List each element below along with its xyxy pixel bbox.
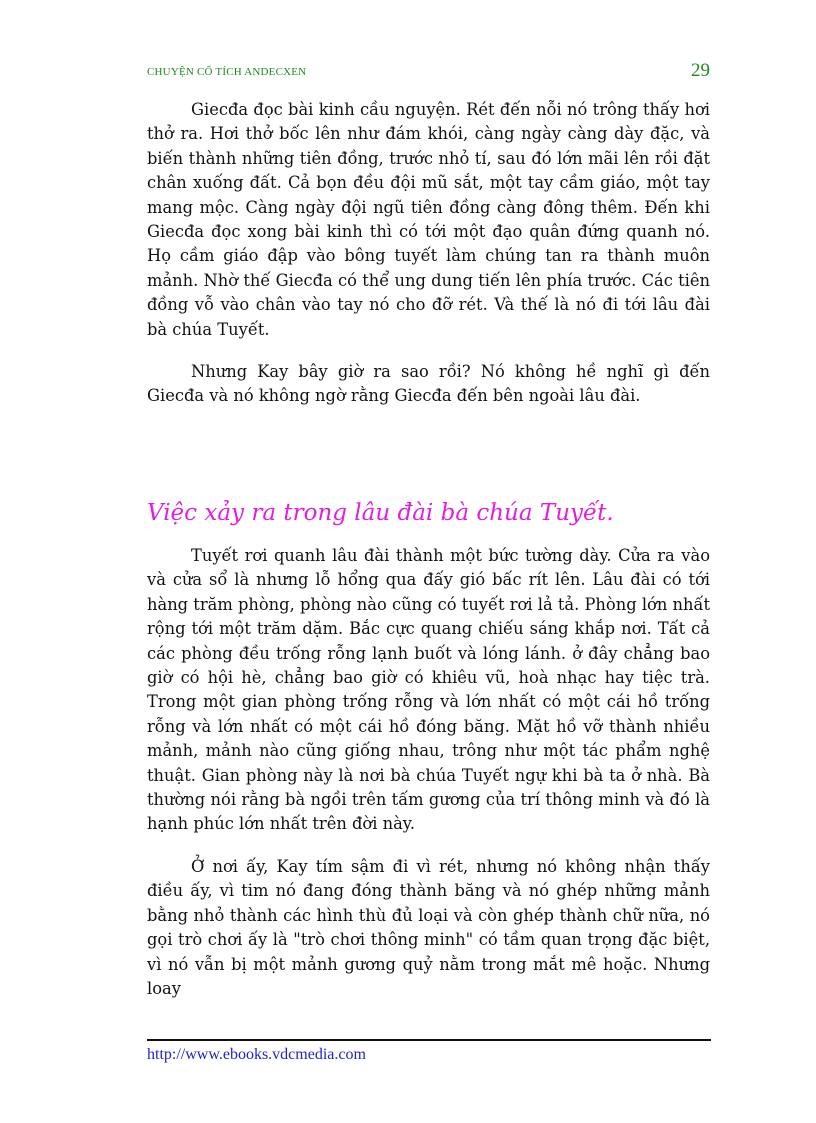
text-block-after-heading bbox=[147, 544, 710, 1019]
paragraph: Giecđa đọc bài kinh cầu nguyện. Rét đến nỗi nó trông thấy hơi thở ra. Hơi thở bốc lên như đám khói, càng ngày càng dày đặc, và biến thành những tiên đồng, trước nhỏ tí, sau đó lớn mãi lên rồi đặt chân xuống đất. Cả bọn đều đội mũ sắt, một tay cầm giáo, một tay mang mộc. Càng ngày đội ngũ tiên đồng càng đông thêm. Đến khi Giecđa đọc xong bài kinh thì có tới một đạo quân đứng quanh nó. Họ cầm giáo đập vào bông tuyết làm chúng tan ra thành muôn mảnh. Nhờ thế Giecđa có thể ung dung tiến lên phía trước. Các tiên đồng vỗ vào chân vào tay nó cho đỡ rét. Và thế là nó đi tới lâu đài bà chúa Tuyết. bbox=[147, 100, 710, 339]
paragraph: Tuyết rơi quanh lâu đài thành một bức tường dày. Cửa ra vào và cửa sổ là nhưng lỗ hổng qua đấy gió bấc rít lên. Lâu đài có tới hàng trăm phòng, phòng nào cũng có tuyết rơi lả tả. Phòng lớn nhất rộng tới một trăm dặm. Bắc cực quang chiếu sáng khắp nơi. Tất cả các phòng đều trống rỗng lạnh buốt và lóng lánh. ở đây chẳng bao giờ có hội hè, chẳng bao giờ có khiêu vũ, hoà nhạc hay tiệc trà. Trong một gian phòng trống rỗng và lớn nhất có một cái hồ trống rỗng và lớn nhất có một cái hồ đóng băng. Mặt hồ vỡ thành nhiều mảnh, mảnh nào cũng giống nhau, trông như một tác phẩm nghệ thuật. Gian phòng này là nơi bà chúa Tuyết ngự khi bà ta ở nhà. Bà thường nói rằng bà ngồi trên tấm gương của trí thông minh và đó là hạnh phúc lớn nhất trên đời này. bbox=[147, 546, 710, 834]
footer-divider bbox=[147, 1039, 711, 1041]
page-number: 29 bbox=[691, 60, 710, 81]
section-heading: Việc xảy ra trong lâu đài bà chúa Tuyết. bbox=[147, 500, 614, 526]
paragraph: Nhưng Kay bây giờ ra sao rồi? Nó không hề nghĩ gì đến Giecđa và nó không ngờ rằng Giecđa đến bên ngoài lâu đài. bbox=[147, 362, 710, 406]
book-title: CHUYỆN CỔ TÍCH ANDECXEN bbox=[147, 66, 307, 78]
paragraph: Ở nơi ấy, Kay tím sậm đi vì rét, nhưng nó không nhận thấy điều ấy, vì tim nó đang đóng thành băng và nó ghép những mảnh bằng nhỏ thành các hình thù đủ loại và còn ghép thành chữ nữa, nó gọi trò chơi ấy là "trò chơi thông minh" có tầm quan trọng đặc biệt, vì nó vẫn bị một mảnh gương quỷ nằm trong mắt mê hoặc. Nhưng loay bbox=[147, 856, 710, 998]
text-block-before-heading bbox=[147, 98, 710, 427]
footer-url-link[interactable]: http://www.ebooks.vdcmedia.com bbox=[147, 1046, 366, 1063]
running-header bbox=[147, 60, 712, 88]
